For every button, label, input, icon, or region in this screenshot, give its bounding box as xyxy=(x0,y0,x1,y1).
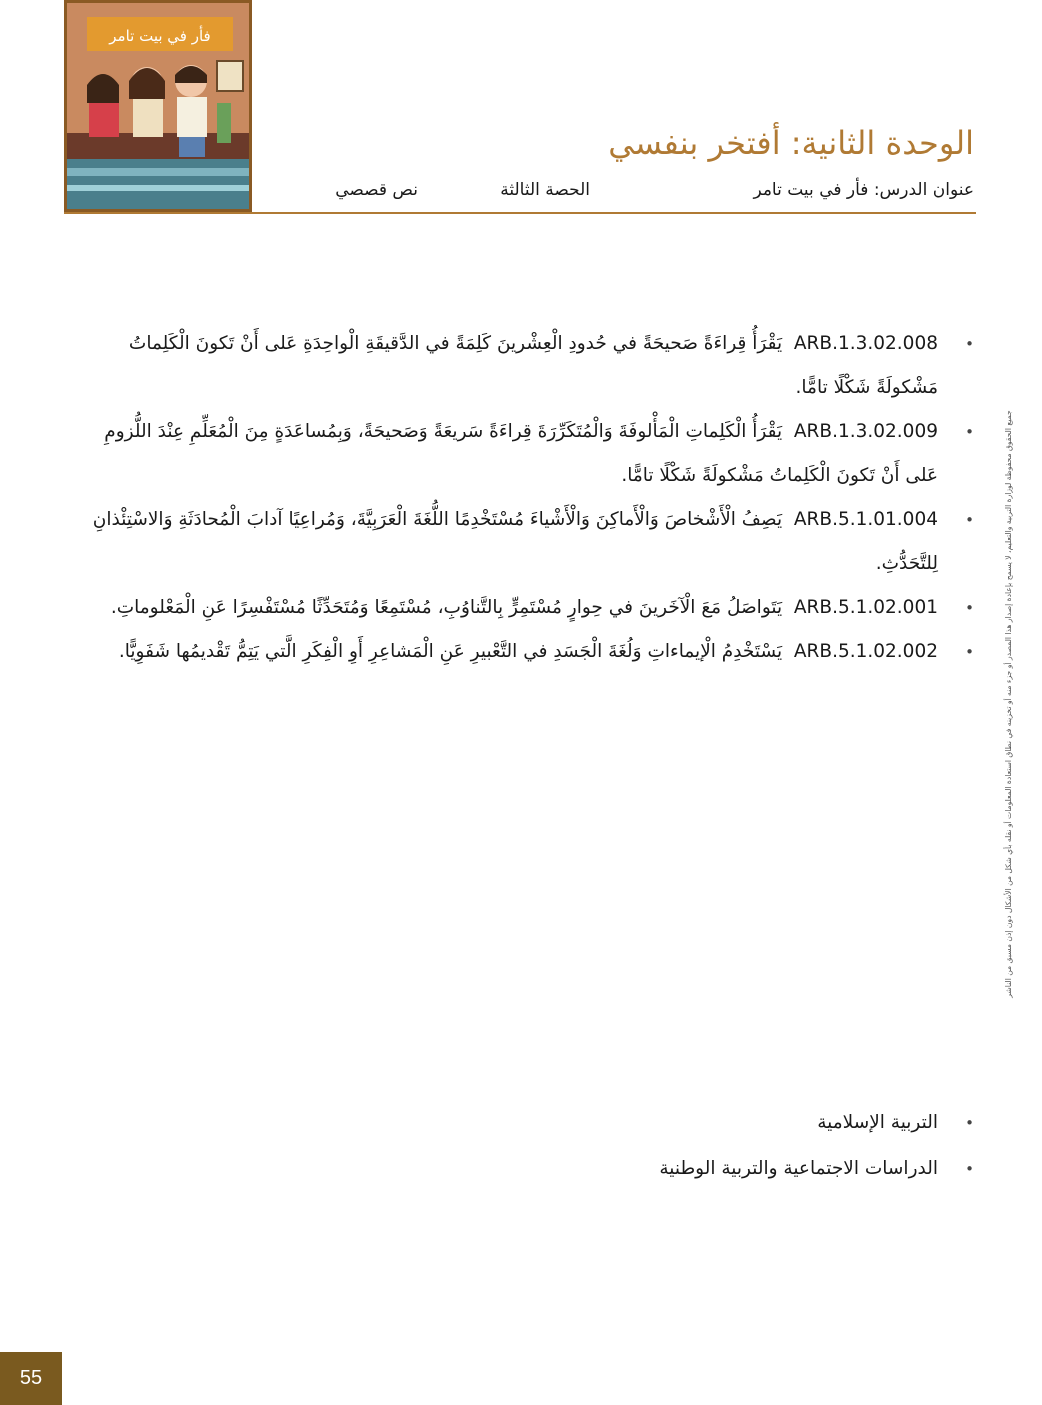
outcome-item xyxy=(89,410,974,498)
page-number: 55 xyxy=(0,1352,62,1405)
subject-item: • الدراسات الاجتماعية والتربية الوطنية xyxy=(374,1146,974,1192)
outcome-item xyxy=(89,630,974,674)
outcome-text: يَصِفُ الْأَشْخاصَ وَالْأَماكِنَ وَالْأَشْياءَ مُسْتَخْدِمًا اللُّغَةَ الْعَرَبِيَّةَ، وَمُراعِيًا آدابَ الْمُحادَثَةِ وَالاسْتِئْذانِ لِلتَّحَدُّثِ. xyxy=(92,509,938,574)
lesson-text-type: نص قصصي xyxy=(335,180,418,200)
lesson-period: الحصة الثالثة xyxy=(500,180,590,200)
outcome-text: يَتَواصَلُ مَعَ الْآخَرينَ في حِوارٍ مُسْتَمِرٍّ بِالتَّناوُبِ، مُسْتَمِعًا وَمُتَحَدِّثًا مُسْتَفْسِرًا عَنِ الْمَعْلوماتِ. xyxy=(110,597,783,618)
header-divider xyxy=(64,212,976,214)
cover-title: فأر في بيت تامر xyxy=(109,27,211,45)
subject-item: • التربية الإسلامية xyxy=(374,1100,974,1146)
outcome-item xyxy=(89,586,974,630)
unit-title: الوحدة الثانية: أفتخر بنفسي xyxy=(608,124,974,162)
outcome-item xyxy=(89,498,974,586)
outcome-code: ARB.5.1.01.004 xyxy=(793,509,938,530)
lesson-title: عنوان الدرس: فأر في بيت تامر xyxy=(753,180,974,200)
learning-outcomes-list xyxy=(89,322,974,674)
outcome-item xyxy=(89,322,974,410)
outcome-text: يَقْرَأُ الْكَلِماتِ الْمَأْلوفَةَ وَالْمُتَكَرِّرَةَ قِراءَةً سَريعَةً وَصَحيحَةً، وَبِمُساعَدَةٍ مِنَ الْمُعَلِّمِ عِنْدَ اللُّزومِ عَلى أَنْ تَكونَ الْكَلِماتُ مَشْكولَةً شَكْلًا تامًّا. xyxy=(104,421,938,486)
outcome-code: ARB.1.3.02.009 xyxy=(793,421,938,442)
integrated-subjects-list xyxy=(374,1100,974,1192)
outcome-code: ARB.1.3.02.008 xyxy=(793,333,938,354)
copyright-text: جميع الحقوق محفوظة لوزارة التربية والتعليم، لا يسمح بإعادة إصدار هذا المصدر أو جزء منه أو تخزينه في نطاق استعادة المعلومات أو نقله بأي شكل من الأشكال دون إذن مسبق من الناشر xyxy=(1004,410,1013,998)
outcome-code: ARB.5.1.02.002 xyxy=(793,641,938,662)
copyright-note xyxy=(1000,300,1018,1110)
lesson-info-row xyxy=(64,180,974,210)
outcome-code: ARB.5.1.02.001 xyxy=(793,597,938,618)
outcome-text: يَقْرَأُ قِراءَةً صَحيحَةً في حُدودِ الْعِشْرينَ كَلِمَةً في الدَّقيقَةِ الْواحِدَةِ عَلى أَنْ تَكونَ الْكَلِماتُ مَشْكولَةً شَكْلًا تامًّا. xyxy=(128,333,938,398)
outcome-text: يَسْتَخْدِمُ الْإيماءاتِ وَلُغَةَ الْجَسَدِ في التَّعْبيرِ عَنِ الْمَشاعِرِ أَوِ الْفِكَرِ الَّتي يَتِمُّ تَقْديمُها شَفَوِيًّا. xyxy=(118,641,783,662)
cover-illustration xyxy=(67,3,249,209)
